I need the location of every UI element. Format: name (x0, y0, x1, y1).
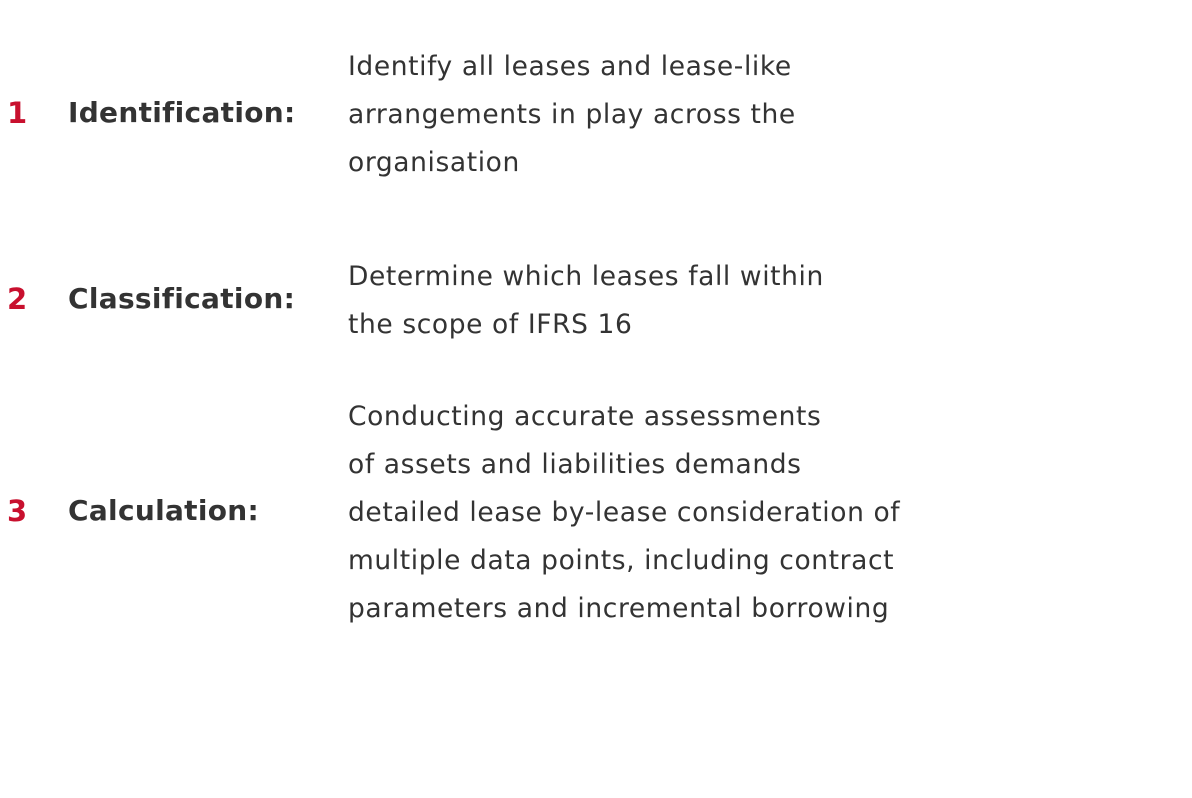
step-number: 3 (7, 494, 28, 528)
description-line: arrangements in play across the (348, 99, 796, 130)
step-description (348, 43, 796, 187)
description-line: Determine which leases fall within (348, 261, 824, 292)
description-line: multiple data points, including contract (348, 545, 895, 576)
step-number: 2 (7, 282, 28, 316)
step-label: Identification: (68, 96, 296, 129)
description-line: detailed lease by-lease consideration of (348, 497, 901, 528)
description-line: Identify all leases and lease-like (348, 51, 792, 82)
step-label: Classification: (68, 282, 296, 315)
description-line: the scope of IFRS 16 (348, 309, 633, 340)
description-line: parameters and incremental borrowing (348, 593, 890, 624)
step-description (348, 253, 824, 349)
step-description (348, 393, 900, 633)
description-line: organisation (348, 147, 520, 178)
description-line: Conducting accurate assessments (348, 401, 822, 432)
step-number: 1 (7, 96, 28, 130)
description-line: of assets and liabilities demands (348, 449, 802, 480)
step-label: Calculation: (68, 494, 260, 527)
